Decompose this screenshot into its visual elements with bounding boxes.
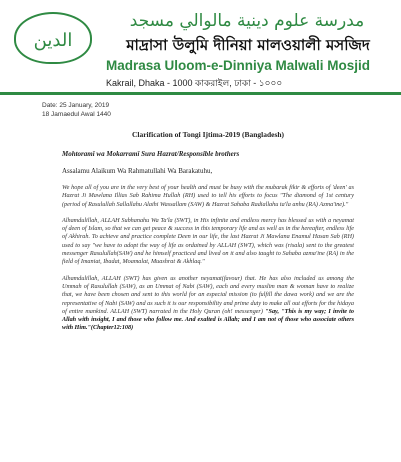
bangla-title: মাদ্রাসা উলুমি দীনিয়া মালওয়ালী মসজিদ bbox=[126, 36, 370, 54]
paragraph-3-text: Alhamdulillah, ALLAH (SWT) has given us another neyamat(favour) that. He has also included us among the Ummah of Rasulullah (SAW), as an Ummat of Nabi (SAW), each and every muslim man & woman have to realize that, we have been chosen and sent to this world for an especial mission (to fulfill the dawa work) and we are the representative of Nabi (SAW) and as such it is our responsibility and prime duty to make all out efforts for the hidaya of entire mankind. ALLAH (SWT) narrated in the Holy Quran (oh! messenger) bbox=[62, 274, 354, 315]
paragraph-2: Alhamdulillah, ALLAH Subhanahu Wa Ta'la (SWT), in His infinite and endless mercy has blessed us with a neyamat of deen of Islam, so that we can get peace & success in this temporary life and as well as in the hereafter, endless life of Akhirah. To achieve and practice complete Deen in our life, the last Hazrat Ji Mawlana Enamul Hasan Sab (RH) used to say "we have to adopt the way of life as ordained by ALLAH (SWT), which was (risala) sent to the greatest messenger Rasulullah(SAW) and he himself practiced and lived on it and also taught to Sahaba azma'ine (RA) in the field of Imaniat, Ibadat, Moamalat, Muashrat & Akhlaq." bbox=[62, 216, 354, 266]
salutation: Mohtoramī wa Mokarramī Sura Hazrat/Responsible brothers bbox=[62, 150, 240, 158]
address: Kakrail, Dhaka - 1000 কাকরাইল, ঢাকা - ১০০০ bbox=[106, 78, 283, 88]
letter-body bbox=[62, 130, 354, 341]
english-title: Madrasa Uloom-e-Dinniya Malwali Mosjid bbox=[106, 58, 371, 73]
date-hijri: 18 Jamaedul Awal 1440 bbox=[42, 111, 111, 118]
madrasa-logo: الدين bbox=[14, 12, 92, 64]
paragraph-1: We hope all of you are in the very best of your health and must be busy with the mubarak fikir & efforts of 'deen' as Hazrat Ji Mawlana Illias Sab Rahima Hullah (RH) used to tell his efforts to focus "The diamond of 1st century (period of Rasulullah Sallallahu Alaihi Wassallam (SAW) & Hazrat Sahaba Radiallahu ta'la anhu (RA) Azma'ine)." bbox=[62, 184, 354, 208]
arabic-title: مدرسة علوم دينية مالوالي مسجد bbox=[129, 11, 365, 31]
letterhead bbox=[0, 0, 401, 96]
subject-heading: Clarification of Tongi Ijtima-2019 (Bangladesh) bbox=[131, 130, 285, 139]
paragraph-3 bbox=[62, 275, 354, 333]
header-rule bbox=[0, 92, 401, 95]
date-gregorian: Date: 25 January, 2019 bbox=[42, 102, 110, 109]
greeting: Assalamu Alaikum Wa Rahmatullahi Wa Barakatuhu, bbox=[62, 167, 213, 175]
date-block bbox=[42, 101, 242, 119]
quran-quote: "Say, "This is my way; I invite to Allah with insight, I and those who follow me. And exalted is Allah; and I am not of those who associate others with Him."(Chapter12:108) bbox=[62, 307, 354, 332]
